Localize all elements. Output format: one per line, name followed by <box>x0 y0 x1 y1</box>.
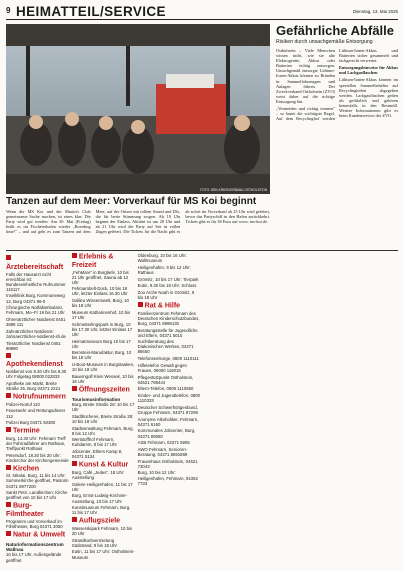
service-entry: Eutin, 9.30 bis 18 Uhr: Schloss <box>137 283 197 289</box>
service-entry: Frauenhaus Ostholstein, 04521 73043 <box>137 458 198 469</box>
service-category-heading <box>6 427 69 436</box>
service-entry: Polizei-Notruf 110 <box>6 401 40 407</box>
service-entry: Falls der Hausarzt nicht erreichbar ist: Bundeseinheitliche Rufnummer 116117 <box>6 271 66 292</box>
service-category-heading <box>6 255 69 272</box>
service-entry: Stadtverwaltung Fehmarn, Burg, 8 bis 12 Uhr <box>71 425 134 436</box>
service-entry: „FehMare" in Burgtiefe, 10 bis 21 Uhr geöffnet, Sauna ab 12 Uhr <box>71 269 129 285</box>
red-square-icon <box>6 465 11 470</box>
red-square-icon <box>72 253 77 258</box>
service-category-heading <box>6 502 69 519</box>
service-entry: Jobcenter, Ehlers Kamp 8, 04371 5134 <box>71 449 123 460</box>
service-category-heading <box>72 461 135 470</box>
feature-body <box>6 209 270 247</box>
service-entry: Galerie Heiligenhafen, 11 bis 17 Uhr <box>71 481 133 492</box>
service-category-label: Auflugsziele <box>78 517 121 525</box>
service-entry: Bernstein-Manufaktur, Burg, 10 bis 18 Uhr <box>71 350 132 361</box>
service-subheading: Tourismusinformation <box>71 396 121 402</box>
feature-body-part: Zügen gefeiert. Die Tickets für die Nacht gibt es ab sofort im Vorverkauf ab 23 Uhr wird gefeiert, bevor das Partyschiff in den Hafen zurückkehrt. Tickets gibt es für 38 Euro auf www. ms-koi.de. <box>95 209 270 235</box>
service-entry: Inselklinik Burg, Kommuneweg 12, Burg 04371 88-0 <box>6 293 65 304</box>
service-entry: Eltern-Telefon, 0800 1110550 <box>137 386 194 392</box>
issue-date: Dienstag, 13. Mai 2025 <box>352 9 398 14</box>
service-entry: 10 bis 17 Uhr, Außengelände geöffnet <box>6 552 62 563</box>
service-entry: Burg, Breite Straße 28: 10 bis 17 Uhr <box>71 402 135 413</box>
section-divider <box>6 250 398 251</box>
service-entry: ASB Fehmarn, 04371 5995 <box>137 440 190 446</box>
service-entry: Heiligenhafen, 9 bis 12 Uhr: Rathaus <box>137 264 191 275</box>
service-entry: Feuerwehr und Rettungsdienst 112 <box>6 408 65 419</box>
red-square-icon <box>72 517 77 522</box>
service-entry: Deutscher Schwerhörigenbund, Gruppe Fehmarn, 04371 87299 <box>137 404 198 415</box>
service-entry: Grömitz, 10 bis 17 Uhr: Tierpark <box>137 276 199 282</box>
service-category-heading <box>138 302 201 311</box>
photo-credit: FOTO: DRK-KREISVERBAND OSTHOLSTEIN <box>200 188 267 192</box>
service-entry: Eutin, 11 bis 17 Uhr: Ostholstein-Museum <box>71 549 135 560</box>
service-entry: Burg, Ernst-Ludwig-Kirchner-Ausstellung, 10 bis 17 Uhr <box>71 493 128 504</box>
red-square-icon <box>6 353 11 358</box>
service-entry: Ohrenärztlicher Notdienst 0451 3888 111 <box>6 317 66 328</box>
service-entry: Wasserskipark Fehmarn, 10 bis 20 Uhr <box>71 525 133 536</box>
section-title: HEIMATTEIL/SERVICE <box>16 4 166 19</box>
article-paragraph: Lithium-Ionen-Akkus können im speziellen Sammelbehälter auf Recyclinghöfen abgegeben werden. Lachgasflaschen gelten als gefährlich und gehören keinesfalls in den Restmüll. Weitere Informationen gibt es beim Kundenservice des ZVO. <box>339 77 398 119</box>
service-entry: Burg, 14.30 Uhr: Fehmarn Treff der Fahrradfahrer am Rathaus, Treffpunkt Rathaus <box>6 435 66 451</box>
service-category-heading <box>72 386 135 395</box>
service-category-heading <box>6 531 69 540</box>
service-entry: Chirurgische Notfallambulanz, Fehmarn, Mo–Fr 19 bis 21 Uhr <box>6 305 65 316</box>
service-category-label: Kirchen <box>13 465 40 473</box>
service-subheading: Naturinformationszentrum Wallnau <box>6 541 64 553</box>
service-category-label: Natur & Umwelt <box>13 531 66 539</box>
feature-body-part: Wenn die MS Koi und der Martin's Club gemeinsame Sache machen, ist eines klar: Die Party wird gut werden. Am 30. Mai (Freitag) heißt es im Fischereihafen wieder „Boarding <box>6 209 91 230</box>
article-body <box>276 48 398 266</box>
hazardous-waste-article <box>276 24 398 266</box>
red-square-icon <box>6 502 11 507</box>
service-category-label: Rat & Hilfe <box>144 302 181 310</box>
service-entry: Kommunales Jobcenter, Burg, 04371 89060 <box>137 428 196 439</box>
article-subtitle: Risiken durch unsachgemäße Entsorgung <box>276 39 373 45</box>
article-paragraph: „Vermeiden und richtig trennen" – so lautet die wichtigste Regel. Auf dem Recyclinghof werden Lithium-Ionen-Akkus und Batterien sicher gesammelt und fachgerecht verwertet. <box>276 48 398 122</box>
service-listings <box>6 253 398 569</box>
red-square-icon <box>6 393 11 398</box>
article-paragraph: Ostholstein – Viele Menschen wissen nicht, wie sie alte Elektrogeräte, Akkus oder Batterien richtig entsorgen. Unsachgemäß entsorgte Lithium-Ionen-Akkus können zu Bränden in Sammelfahrzeugen und Anlagen führen. Der Zweckverband Ostholstein (ZVO) weist daher auf die richtige Entsorgung hin. <box>276 48 335 104</box>
service-entry: Anonyme Alkoholiker, Fehmarn, 04371 6160 <box>137 416 199 427</box>
service-category-label: Burg-Filmtheater <box>6 502 44 518</box>
service-entry: Polizei Burg 04371 50380 <box>6 420 56 426</box>
page-number: 9 <box>6 6 11 15</box>
service-entry: Burg, 10 bis 12 Uhr: Heiligenhafen, Fehmarn, 04362 7733 <box>137 470 198 486</box>
service-entry: Museum Katharinenhof, 10 bis 17 Uhr <box>71 309 131 321</box>
service-entry: St. Nikolai, Burg, 11 bis 14 Uhr: Sommerkirche geöffnet, Pastorin 04371 8977200 <box>6 473 69 489</box>
service-entry: Galileo Wissenswelt, Burg, 10 bis 18 Uhr <box>71 298 129 309</box>
service-entry: Pflegestützpunkt Ostholstein, 04521 788444 <box>137 374 194 385</box>
feature-headline: Tanzen auf dem Meer: Vorverkauf für MS Koi beginnt <box>6 196 257 207</box>
service-entry: Tierärztlicher Notdienst 0451 88980 <box>6 340 61 351</box>
service-entry: Sankt Petri, Landkirchen: Kirche geöffnet von 10 bis 17 Uhr <box>6 490 68 501</box>
service-category-label: Apothekendienst <box>6 361 63 369</box>
service-entry: AWO Fehmarn, Senioren-Beratung, 04371 8691888 <box>137 446 188 457</box>
service-entry: U-Boot-Museum in Burgstaaken, 10 bis 18 Uhr <box>71 362 135 373</box>
service-entry: Notdienst von 8.30 Uhr bis 8.30 Uhr Folgetag 08000 022833 <box>6 369 67 380</box>
service-entry: Petersdorf, 18.30 bis 20 Uhr: Kinderchor der Kirchengemeinde <box>6 452 69 463</box>
service-category-heading <box>6 353 69 370</box>
service-category-heading <box>72 517 135 526</box>
service-entry: Wertstoffhof Fehmarn, Kuhdamm, 8 bis 17 Uhr <box>71 437 117 448</box>
feature-photo <box>6 24 270 194</box>
service-entry: Programm und Vorverkauf im Filmtheater, Burg 04371 3050 <box>6 518 63 530</box>
service-category-heading <box>6 393 69 402</box>
red-square-icon <box>138 302 143 307</box>
service-category-label: Ärztebereitschaft <box>6 263 64 271</box>
service-entry: Bauerngolf Klein Wessek, 10 bis 18 Uhr <box>71 373 134 385</box>
service-entry: Familienzentrum Fehmarn des Deutschen Kinderschutzbundes, Burg, 04371 8898130 <box>137 310 200 326</box>
service-entry: Suchtberatung des Diakonischen Werkes, 04371 86650 <box>137 339 194 355</box>
page-header <box>6 4 398 20</box>
service-entry: Hilfetelefon Gewalt gegen Frauen, 08000 116016 <box>137 362 187 373</box>
service-entry: Burg, Café „Jedes", 18 Uhr: Ausstellung <box>71 469 125 480</box>
service-entry: Zoo Arche Noah in Grömitz, 9 bis 18 Uhr <box>137 289 195 301</box>
service-category-label: Kunst & Kultur <box>78 461 129 469</box>
red-square-icon <box>6 427 11 432</box>
service-category-label: Termine <box>13 427 40 435</box>
article-subheading: Entsorgungshinweise für Akkus und Lachgasflaschen <box>339 65 398 76</box>
service-entry: Apotheke am Markt, Breite Straße 25, Burg 04371 2221 <box>6 381 61 392</box>
red-square-icon <box>72 386 77 391</box>
service-entry: Stadtbücherei, Breite Straße 28: 10 bis 18 Uhr <box>71 413 134 424</box>
service-entry: Beratungsstelle für Jugendliche und Eltern, 04371 5015 <box>137 327 198 338</box>
service-entry: Zahnärztlicher Notdienst: zahnaerztlicher-notdienst-sh.de <box>6 328 66 339</box>
service-entry: Fehmarnbelt-Dock, 10 bis 18 Uhr, letzter Einlass 16.30 Uhr <box>71 286 128 297</box>
service-entry: Schmetterlingspark in Burg, 10 bis 17.30 Uhr, letzter Einlass 17 Uhr <box>71 321 133 337</box>
article-title: Gefährliche Abfälle <box>276 23 394 38</box>
service-entry: Strandkorbvermietung Südstrand, 9 bis 18 Uhr <box>71 537 117 548</box>
feature-body-part: time!" – und auf geht es zum Tanzen auf dem Meer, auf der Ostsee mit tollem Sound und DJs, die für beste Stimmung sorgen. Ab 19 Uhr beginnt der Einlass, Abfahrt ist um 20 Uhr und ab 21 Uhr wird die Party auf See in vollen <box>6 209 181 235</box>
service-category-label: Öffnungszeiten <box>78 386 130 394</box>
service-entry: Kunstmuseum Fehmarn, Burg, 11 bis 17 Uhr <box>71 505 131 516</box>
service-entry: Heimatmuseum Burg 10 bis 17 Uhr <box>71 338 131 349</box>
red-square-icon <box>72 461 77 466</box>
service-category-heading <box>72 253 135 270</box>
service-entry: Telefonseelsorge, 0800 1110111 <box>137 356 199 362</box>
red-square-icon <box>6 255 11 260</box>
service-category-heading <box>6 465 69 474</box>
service-entry: Kinder- und Jugendtelefon, 0800 1110333 <box>137 393 201 404</box>
service-category-label: Erlebnis & Freizeit <box>71 253 114 269</box>
party-ship-image <box>6 24 270 194</box>
service-entry: Oldenburg, 10 bis 16 Uhr: Wallmuseum <box>137 253 187 264</box>
service-category-label: Notrufnummern <box>13 393 66 401</box>
red-square-icon <box>6 531 11 536</box>
